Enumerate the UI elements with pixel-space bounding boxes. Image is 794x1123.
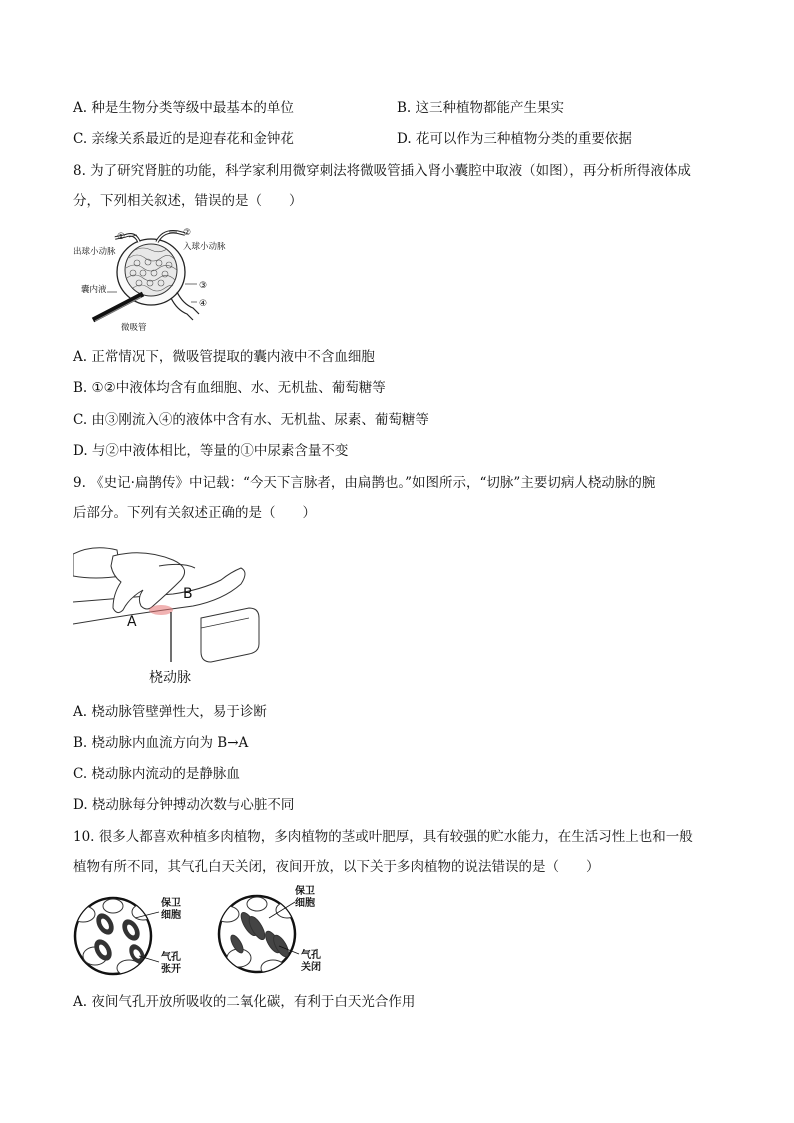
q7-option-d: D. 花可以作为三种植物分类的重要依据 — [397, 131, 632, 147]
fig-afferent-label: 入球小动脉 — [183, 242, 226, 252]
fig-label-2: ② — [183, 228, 192, 238]
q9-option-c: C. 桡动脉内流动的是静脉血 — [73, 766, 240, 782]
q9-option-b: B. 桡动脉内血流方向为 B→A — [73, 735, 249, 751]
q8-option-d: D. 与②中液体相比，等量的①中尿素含量不变 — [73, 443, 349, 459]
kidney-glomerulus-figure — [73, 222, 253, 334]
fig-guard-cell-label-2: 保卫细胞 — [295, 886, 315, 909]
fig-stoma-closed-label: 气孔关闭 — [301, 950, 321, 973]
pulse-point — [149, 605, 173, 615]
pulse-diagnosis-figure — [73, 536, 263, 688]
q8-option-b: B. ①②中液体均含有血细胞、水、无机盐、葡萄糖等 — [73, 380, 386, 396]
q9-option-a: A. 桡动脉管壁弹性大，易于诊断 — [73, 704, 267, 720]
q8-option-a: A. 正常情况下，微吸管提取的囊内液中不含血细胞 — [73, 349, 375, 365]
q9-stem-line2: 后部分。下列有关叙述正确的是（ ） — [73, 505, 316, 521]
micropipette — [93, 294, 143, 320]
stomata-open-view — [73, 898, 159, 976]
fig-stoma-open-label: 气孔张开 — [161, 952, 181, 975]
fig-capsule-fluid-label: 囊内液 — [81, 285, 107, 295]
fig-label-1: ① — [117, 232, 126, 242]
q10-stem-line1: 10. 很多人都喜欢种植多肉植物，多肉植物的茎或叶肥厚，具有较强的贮水能力，在生活习性上也和一般 — [73, 829, 693, 845]
q10-stem-line2: 植物有所不同，其气孔白天关闭，夜间开放，以下关于多肉植物的说法错误的是（ ） — [73, 859, 600, 875]
fig-pipette-label: 微吸管 — [121, 323, 147, 333]
q7-option-a: A. 种是生物分类等级中最基本的单位 — [73, 100, 294, 116]
q8-option-c: C. 由③刚流入④的液体中含有水、无机盐、尿素、葡萄糖等 — [73, 412, 429, 428]
q8-stem-line2: 分，下列相关叙述，错误的是（ ） — [73, 193, 303, 209]
fig-label-a: A — [127, 614, 137, 630]
q10-option-a: A. 夜间气孔开放所吸收的二氧化碳，有利于白天光合作用 — [73, 994, 416, 1010]
stomata-figure — [73, 884, 343, 982]
q7-option-b: B. 这三种植物都能产生果实 — [397, 100, 565, 116]
q9-stem-line1: 9. 《史记·扁鹊传》中记载：“今天下言脉者，由扁鹊也。”如图所示，“切脉”主要切病人桡动脉的腕 — [73, 475, 656, 491]
q7-option-c: C. 亲缘关系最近的是迎春花和金钟花 — [73, 131, 294, 147]
wrist-pillow — [201, 608, 259, 662]
fig-label-3: ③ — [199, 281, 208, 291]
fig-radial-artery-caption: 桡动脉 — [149, 670, 191, 686]
q8-stem-line1: 8. 为了研究肾脏的功能，科学家利用微穿刺法将微吸管插入肾小囊腔中取液（如图），再分析所得液体成 — [73, 163, 691, 179]
q9-option-d: D. 桡动脉每分钟搏动次数与心脏不同 — [73, 797, 295, 813]
fig-label-b: B — [183, 586, 193, 602]
stomata-closed-view — [215, 896, 299, 976]
fig-efferent-label: 出球小动脉 — [73, 247, 116, 257]
fig-guard-cell-label-1: 保卫细胞 — [161, 898, 181, 921]
fig-label-4: ④ — [199, 299, 208, 309]
